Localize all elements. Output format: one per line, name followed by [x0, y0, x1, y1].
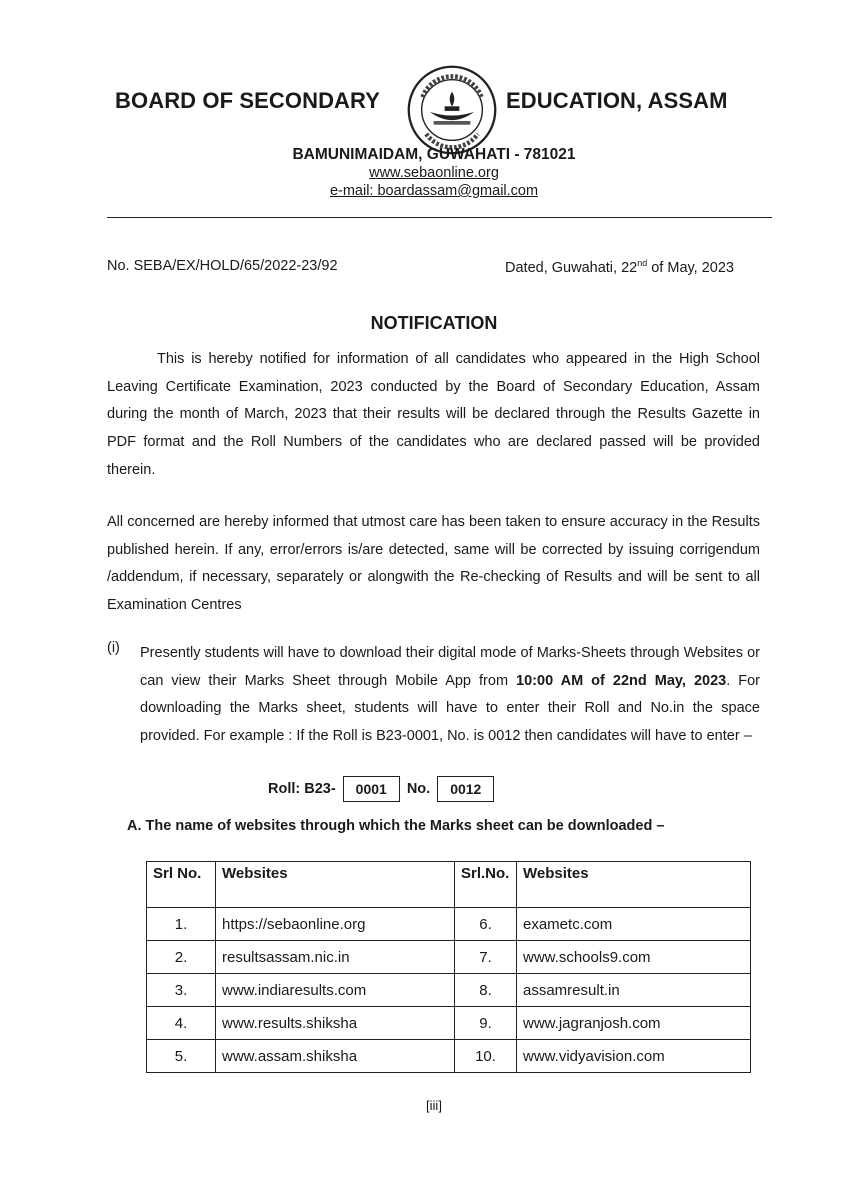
- header-websites: Websites: [216, 862, 455, 908]
- serial-number: 5.: [147, 1040, 216, 1073]
- website-link[interactable]: https://sebaonline.org: [216, 908, 455, 941]
- roll-example: [268, 775, 501, 803]
- no-label: No.: [406, 781, 431, 797]
- website-link[interactable]: www.jagranjosh.com: [517, 1007, 751, 1040]
- section-a-heading: A. The name of websites through which the Marks sheet can be downloaded –: [127, 818, 665, 834]
- paragraph-1: This is hereby notified for information of all candidates who appeared in the High School Leaving Certificate Examination, 2023 conducted by the Board of Secondary Education, Assam during the month of March, 2023 that their results will be declared through the Results Gazette in PDF format and the Roll Numbers of the candidates who are declared passed will be provided therein.: [107, 351, 760, 478]
- release-time: 10:00 AM of 22nd May, 2023: [516, 672, 727, 689]
- website-link[interactable]: www.assam.shiksha: [216, 1040, 455, 1073]
- table-row: [147, 1040, 751, 1073]
- no-value-box: 0012: [437, 776, 494, 802]
- serial-number: 3.: [147, 974, 216, 1007]
- serial-number: 10.: [455, 1040, 517, 1073]
- page-marker: [iii]: [426, 1098, 442, 1113]
- website-link[interactable]: resultsassam.nic.in: [216, 941, 455, 974]
- website-link[interactable]: www.indiaresults.com: [216, 974, 455, 1007]
- paragraph-2: All concerned are hereby informed that utmost care has been taken to ensure accuracy in the Results published herein. If any, error/errors is/are detected, same will be corrected by issuing corrigendum /addendum, if necessary, separately or alongwith the Re-checking of Results and will be sent to all Examination Centres: [107, 514, 760, 614]
- table-row: [147, 974, 751, 1007]
- header-divider: [107, 217, 772, 218]
- serial-number: 1.: [147, 908, 216, 941]
- websites-table: [146, 861, 751, 1073]
- roll-value-box: 0001: [343, 776, 400, 802]
- board-email-link[interactable]: e-mail: boardassam@gmail.com: [329, 183, 539, 199]
- website-link[interactable]: assamresult.in: [517, 974, 751, 1007]
- header-websites-2: Websites: [517, 862, 751, 908]
- header-srl-no: Srl No.: [147, 862, 216, 908]
- notification-title: NOTIFICATION: [370, 313, 498, 333]
- board-name-left: BOARD OF SECONDARY: [115, 88, 380, 113]
- item-text: Presently students will have to download their digital mode of Marks-Sheets through Websites or can view their Marks Sheet through Mobile App from 10:00 AM of 22nd May, 2023. For downloading the Marks sheet, students will have to enter their Roll and No.in the space provided. For example : If the Roll is B23-0001, No. is 0012 then candidates will have to enter –: [140, 645, 761, 745]
- board-name-right: EDUCATION, ASSAM: [506, 88, 728, 113]
- reference-date: Dated, Guwahati, 22nd of May, 2023: [505, 258, 734, 276]
- board-seal-icon: [406, 64, 498, 156]
- serial-number: 9.: [455, 1007, 517, 1040]
- serial-number: 4.: [147, 1007, 216, 1040]
- reference-number: No. SEBA/EX/HOLD/65/2022-23/92: [107, 258, 338, 274]
- header-srl-no-2: Srl.No.: [455, 862, 517, 908]
- roll-label: Roll: B23-: [268, 781, 336, 797]
- table-row: [147, 908, 751, 941]
- board-address: BAMUNIMAIDAM, GUWAHATI - 781021: [292, 146, 576, 163]
- website-link[interactable]: www.schools9.com: [517, 941, 751, 974]
- table-row: [147, 1007, 751, 1040]
- serial-number: 8.: [455, 974, 517, 1007]
- serial-number: 6.: [455, 908, 517, 941]
- item-number: (i): [107, 640, 120, 656]
- board-website-link[interactable]: www.sebaonline.org: [369, 165, 499, 181]
- website-link[interactable]: www.results.shiksha: [216, 1007, 455, 1040]
- serial-number: 2.: [147, 941, 216, 974]
- table-row: [147, 941, 751, 974]
- serial-number: 7.: [455, 941, 517, 974]
- table-header-row: [147, 862, 751, 908]
- website-link[interactable]: www.vidyavision.com: [517, 1040, 751, 1073]
- website-link[interactable]: exametc.com: [517, 908, 751, 941]
